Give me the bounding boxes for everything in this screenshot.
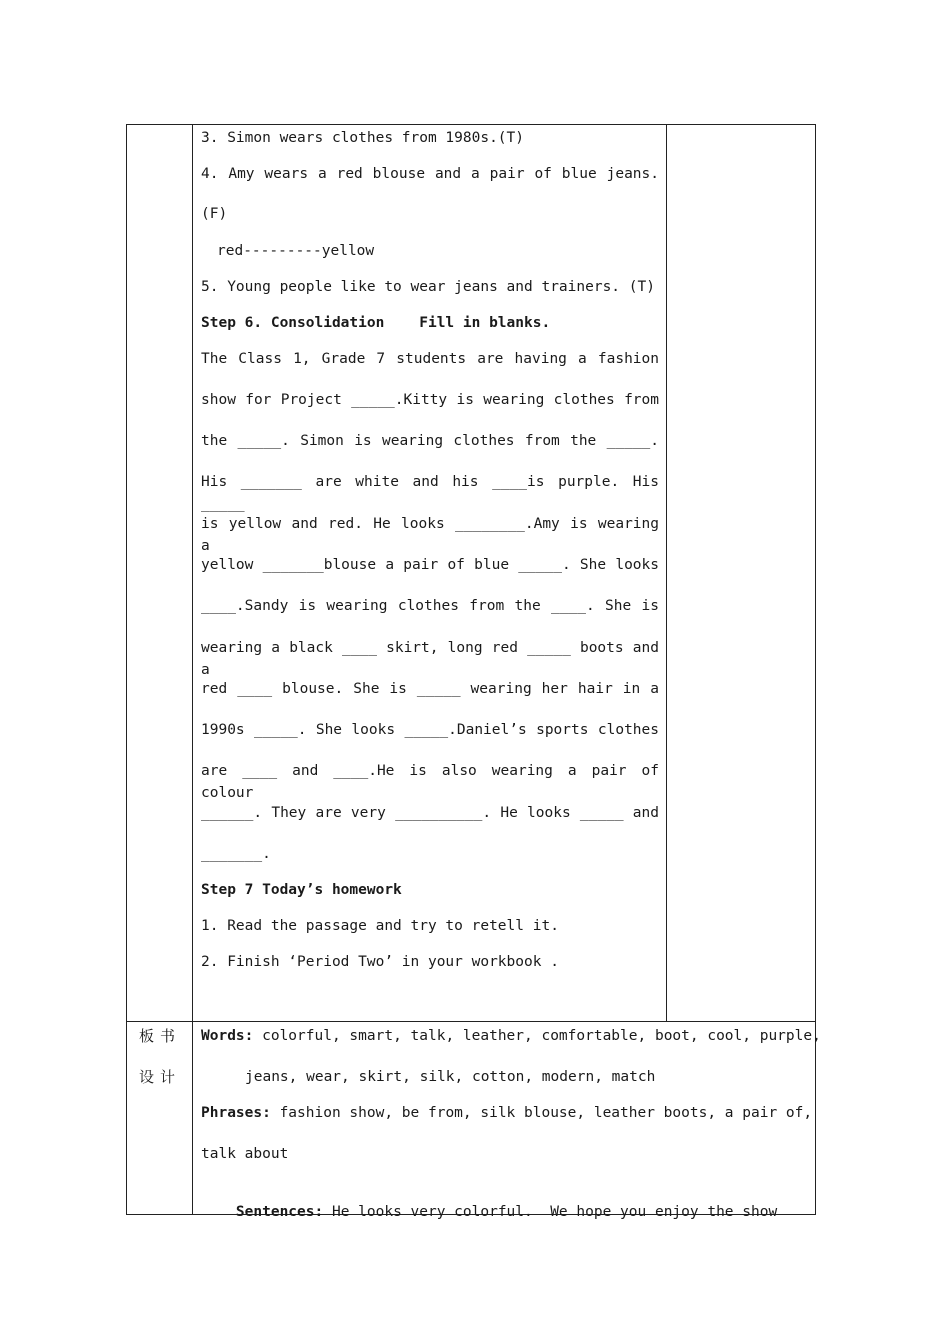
passage-line: yellow _______blouse a pair of blue _____. She looks bbox=[201, 557, 659, 573]
table-right-border bbox=[815, 124, 816, 1215]
phrases-label: Phrases: bbox=[201, 1105, 271, 1121]
passage-line: The Class 1, Grade 7 students are having a fashion bbox=[201, 351, 659, 367]
table-left-border bbox=[126, 124, 127, 1215]
passage-line: show for Project _____.Kitty is wearing clothes from bbox=[201, 392, 659, 408]
homework-item: 2. Finish ‘Period Two’ in your workbook . bbox=[201, 954, 559, 970]
phrases-list: fashion show, be from, silk blouse, leather boots, a pair of, bbox=[270, 1105, 813, 1121]
step6-heading: Step 6. Consolidation Fill in blanks. bbox=[201, 315, 551, 331]
homework-item: 1. Read the passage and try to retell it. bbox=[201, 918, 559, 934]
table-top-border bbox=[126, 124, 816, 125]
passage-line: red ____ blouse. She is _____ wearing her hair in a bbox=[201, 681, 659, 697]
passage-line: the _____. Simon is wearing clothes from the _____. bbox=[201, 433, 659, 449]
passage-line: are ____ and ____.He is also wearing a pair of colour bbox=[201, 763, 659, 801]
passage-line: His _______ are white and his ____is purple. His _____ bbox=[201, 474, 659, 512]
words-row-continued: jeans, wear, skirt, silk, cotton, modern, match bbox=[245, 1069, 656, 1085]
passage-line: 1990s _____. She looks _____.Daniel’s sports clothes bbox=[201, 722, 659, 738]
phrases-row-continued: talk about bbox=[201, 1146, 289, 1162]
sentences-row bbox=[201, 1179, 805, 1245]
words-row bbox=[201, 1025, 821, 1047]
statement-5: 5. Young people like to wear jeans and trainers. (T) bbox=[201, 279, 655, 295]
sentences-label: Sentences: bbox=[235, 1204, 324, 1220]
passage-line: is yellow and red. He looks ________.Amy is wearing a bbox=[201, 516, 659, 554]
statement-4: 4. Amy wears a red blouse and a pair of blue jeans. bbox=[201, 166, 659, 182]
passage-line: wearing a black ____ skirt, long red _____ boots and a bbox=[201, 640, 659, 678]
passage-line: ______. They are very __________. He looks _____ and bbox=[201, 805, 659, 821]
passage-line: _______. bbox=[201, 846, 271, 862]
board-design-label-line1: 板书 bbox=[139, 1027, 182, 1045]
passage-line: ____.Sandy is wearing clothes from the ____. She is bbox=[201, 598, 659, 614]
words-list: colorful, smart, talk, leather, comfortable, boot, cool, purple, bbox=[253, 1028, 821, 1044]
step7-heading: Step 7 Today’s homework bbox=[201, 882, 402, 898]
statement-3: 3. Simon wears clothes from 1980s.(T) bbox=[201, 130, 525, 146]
phrases-row bbox=[201, 1102, 813, 1124]
board-design-label-line2: 设计 bbox=[139, 1068, 182, 1086]
words-label: Words: bbox=[201, 1028, 254, 1044]
table-label-column-border bbox=[192, 124, 193, 1215]
table-middle-border bbox=[126, 1021, 816, 1022]
sentences-text: He looks very colorful. We hope you enjoy the show bbox=[323, 1204, 778, 1220]
statement-4-correction: red---------yellow bbox=[217, 243, 375, 259]
statement-4-answer: (F) bbox=[201, 206, 228, 222]
